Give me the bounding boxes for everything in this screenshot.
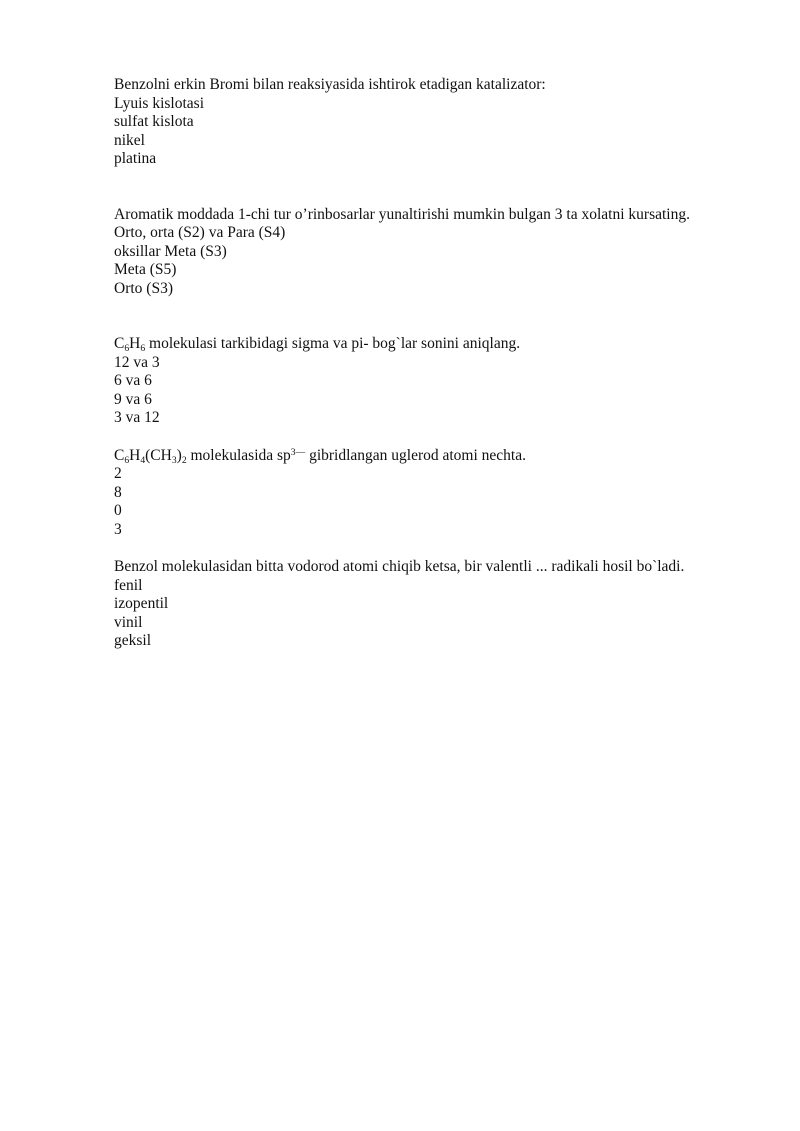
formula-h: H bbox=[129, 446, 141, 464]
question-4-text-rest: gibridlangan uglerod atomi nechta. bbox=[305, 446, 526, 464]
spacer bbox=[114, 298, 754, 335]
formula-h: H bbox=[129, 335, 141, 352]
question-3-option-2: 6 va 6 bbox=[114, 372, 152, 389]
formula-h-subscript: 4 bbox=[140, 454, 146, 466]
question-5-option-4: geksil bbox=[114, 632, 152, 649]
question-3-text-rest: molekulasi tarkibidagi sigma va pi- bog`lar sonini aniqlang. bbox=[145, 335, 521, 352]
question-3-option-1: 12 va 3 bbox=[114, 353, 160, 371]
question-2-option-3: Meta (S5) bbox=[114, 261, 177, 278]
question-2-option-2: oksillar Meta (S3) bbox=[114, 242, 227, 260]
question-4-option-2: 8 bbox=[114, 483, 122, 501]
formula-c: C bbox=[114, 335, 125, 352]
question-3-option-4: 3 va 12 bbox=[114, 409, 160, 426]
question-4-option-1: 2 bbox=[114, 465, 122, 482]
question-5-option-3: vinil bbox=[114, 613, 143, 631]
question-5-text: Benzol molekulasidan bitta vodorod atomi chiqib ketsa, bir valentli ... radikali hosil bo`ladi. bbox=[114, 558, 685, 575]
formula-close: ) bbox=[176, 446, 182, 464]
question-1 bbox=[114, 76, 754, 169]
question-1-option-2: sulfat kislota bbox=[114, 113, 194, 130]
question-2-option-4: Orto (S3) bbox=[114, 279, 173, 297]
question-3 bbox=[114, 335, 754, 428]
question-4-text: $C_6H_4(CH_3)_2$ molekulasida $sp^{3—}$ gibridlangan uglerod atomi nechta. bbox=[114, 446, 526, 466]
document-page bbox=[114, 76, 754, 651]
question-1-text: Benzolni erkin Bromi bilan reaksiyasida ishtirok etadigan katalizator: bbox=[114, 76, 546, 93]
formula-close-subscript: 2 bbox=[181, 454, 187, 466]
question-5 bbox=[114, 558, 754, 651]
formula-c-subscript: 6 bbox=[124, 454, 130, 466]
question-2-text: Aromatik moddada 1-chi tur o’rinbosarlar yunaltirishi mumkin bulgan 3 ta xolatni kursating. bbox=[114, 205, 690, 223]
sp-superscript: 3 bbox=[290, 446, 296, 458]
formula-group-subscript: 3 bbox=[171, 454, 177, 466]
spacer bbox=[114, 539, 754, 558]
question-1-option-1: Lyuis kislotasi bbox=[114, 94, 204, 112]
formula-c-subscript: 6 bbox=[124, 343, 130, 355]
question-4-option-4: 3 bbox=[114, 520, 122, 538]
question-4-option-3: 0 bbox=[114, 502, 122, 519]
question-3-text bbox=[114, 335, 754, 354]
question-5-option-2: izopentil bbox=[114, 595, 169, 612]
spacer bbox=[114, 428, 754, 447]
spacer bbox=[114, 169, 754, 206]
formula-c: C bbox=[114, 446, 125, 464]
question-2-option-1: Orto, orta (S2) va Para (S4) bbox=[114, 224, 286, 241]
question-1-option-4: platina bbox=[114, 150, 157, 167]
question-4-text-mid: molekulasida sp bbox=[186, 446, 291, 464]
question-2 bbox=[114, 206, 754, 299]
formula-h-subscript: 6 bbox=[140, 343, 146, 355]
question-3-option-3: 9 va 6 bbox=[114, 390, 152, 408]
question-1-option-3: nikel bbox=[114, 131, 145, 149]
question-4 bbox=[114, 447, 754, 540]
formula-group: (CH bbox=[145, 446, 172, 464]
question-5-option-1: fenil bbox=[114, 576, 143, 594]
